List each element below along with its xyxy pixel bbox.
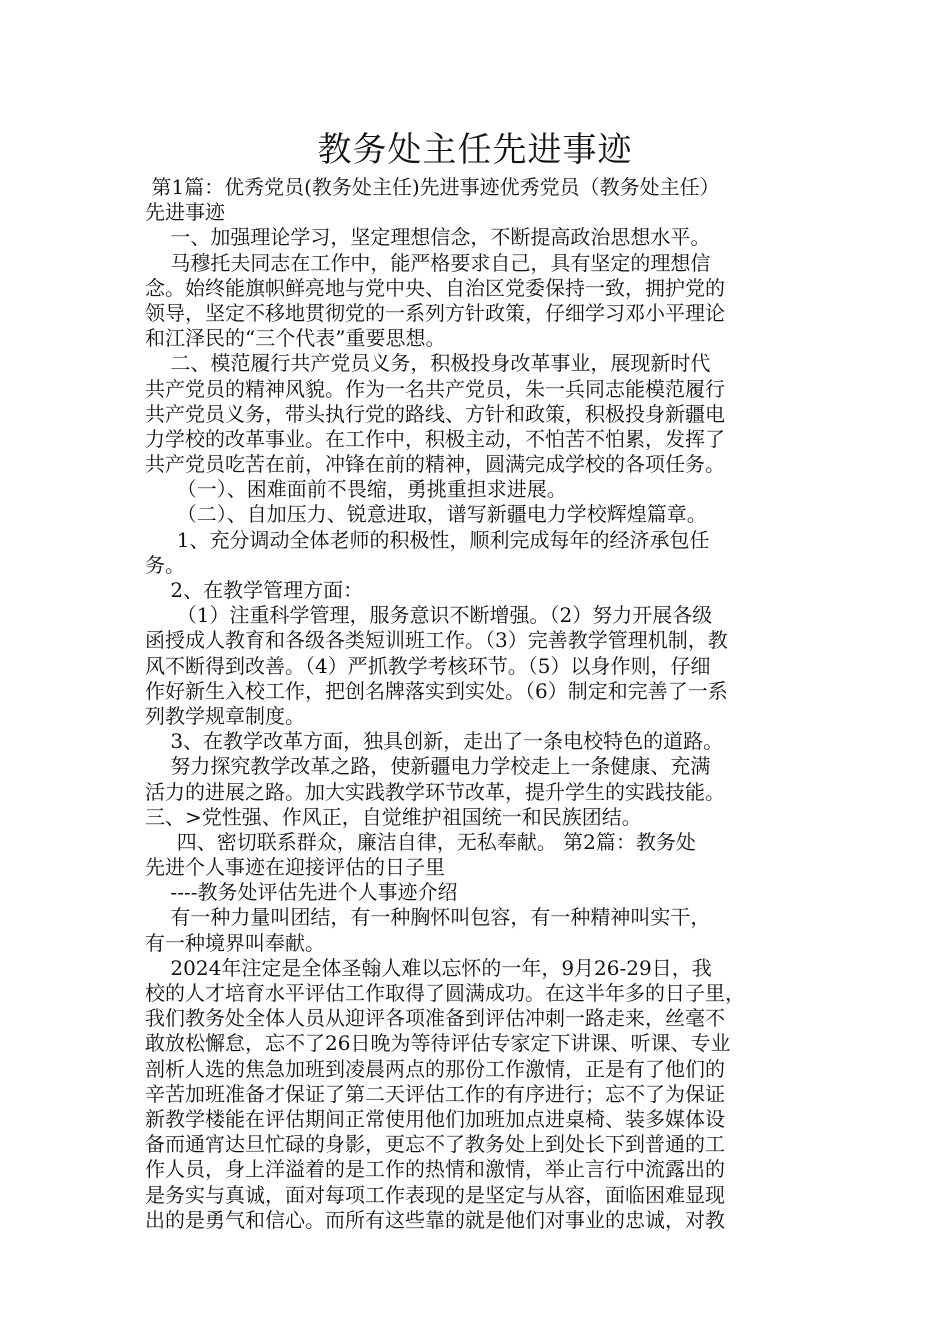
text-line: 有一种境界叫奉献。 <box>145 930 325 955</box>
document-body <box>145 175 810 1233</box>
text-line: 力学校的改革事业。在工作中，积极主动，不怕苦不怕累，发挥了 <box>145 426 725 451</box>
text-line: 备而通宵达旦忙碌的身影，更忘不了教务处上到处长下到普通的工 <box>145 1132 725 1157</box>
text-line: 努力探究教学改革之路，使新疆电力学校走上一条健康、充满 <box>145 754 711 779</box>
text-line: 共产党员义务，带头执行党的路线、方针和政策，积极投身新疆电 <box>145 401 725 426</box>
text-line: （一）、困难面前不畏缩，勇挑重担求进展。 <box>145 477 567 502</box>
document-title: 教务处主任先进事迹 <box>317 130 633 170</box>
text-line: 校的人才培育水平评估工作取得了圆满成功。在这半年多的日子里， <box>145 981 745 1005</box>
text-line: 有一种力量叫团结，有一种胸怀叫包容，有一种精神叫实干， <box>145 905 711 930</box>
text-line: 共产党员的精神风貌。作为一名共产党员，朱一兵同志能模范履行 <box>145 376 725 401</box>
text-line: 出的是勇气和信心。而所有这些靠的就是他们对事业的忠诚，对教 <box>145 1207 725 1232</box>
text-line: 念。始终能旗帜鲜亮地与党中央、自治区党委保持一致，拥护党的 <box>145 275 725 300</box>
text-line: 四、密切联系群众，廉洁自律，无私奉献。 第2篇：教务处 <box>145 829 696 854</box>
text-line: 风不断得到改善。（4）严抓教学考核环节。（5）以身作则，仔细 <box>145 653 711 678</box>
text-line: 先进事迹 <box>145 200 225 225</box>
text-line: 2024年注定是全体圣翰人难以忘怀的一年，9月26-29日，我 <box>145 955 712 980</box>
text-line: 辛苦加班准备才保证了第二天评估工作的有序进行；忘不了为保证 <box>145 1081 725 1106</box>
text-line: 剖析人选的焦急加班到凌晨两点的那份工作激情，正是有了他们的 <box>145 1056 725 1081</box>
text-line: 和江泽民的“三个代表”重要思想。 <box>145 326 446 351</box>
text-line: 新教学楼能在评估期间正常使用他们加班加点进桌椅、装多媒体设 <box>145 1106 725 1131</box>
text-line: 2、在教学管理方面： <box>145 578 364 602</box>
text-line: 一、加强理论学习，坚定理想信念，不断提高政治思想水平。 <box>145 225 711 250</box>
text-line: 作人员，身上洋溢着的是工作的热情和激情，举止言行中流露出的 <box>145 1157 725 1182</box>
text-line: ----教务处评估先进个人事迹介绍 <box>145 880 458 905</box>
text-line: （二）、自加压力、锐意进取，谱写新疆电力学校辉煌篇章。 <box>145 502 707 527</box>
text-line: （1）注重科学管理，服务意识不断增强。（2）努力开展各级 <box>145 603 713 628</box>
text-line: 3、在教学改革方面，独具创新，走出了一条电校特色的道路。 <box>145 729 724 754</box>
text-line: 敢放松懈怠，忘不了26日晚为等待评估专家定下讲课、听课、专业 <box>145 1031 731 1056</box>
text-line: 三、>党性强、作风正，自觉维护祖国统一和民族团结。 <box>145 804 642 829</box>
text-line: 二、模范履行共产党员义务，积极投身改革事业，展现新时代 <box>145 351 711 376</box>
text-line: 马穆托夫同志在工作中，能严格要求自己，具有坚定的理想信 <box>145 250 711 275</box>
text-line: 务。 <box>145 552 185 577</box>
text-line: 1、充分调动全体老师的积极性，顺利完成每年的经济承包任 <box>145 527 710 552</box>
text-line: 共产党员吃苦在前，冲锋在前的精神，圆满完成学校的各项任务。 <box>145 452 725 477</box>
text-line: 是务实与真诚，面对每项工作表现的是坚定与从容，面临困难显现 <box>145 1182 725 1207</box>
text-line: 函授成人教育和各级各类短训班工作。（3）完善教学管理机制，教 <box>145 628 728 653</box>
text-line: 第1篇：优秀党员(教务处主任)先进事迹优秀党员（教务处主任） <box>145 175 720 199</box>
text-line: 列教学规章制度。 <box>145 703 305 728</box>
text-line: 作好新生入校工作，把创名牌落实到实处。（6）制定和完善了一系 <box>145 678 728 703</box>
text-line: 领导，坚定不移地贯彻党的一系列方针政策，仔细学习邓小平理论 <box>145 300 725 325</box>
text-line: 先进个人事迹在迎接评估的日子里 <box>145 855 445 880</box>
text-line: 活力的进展之路。加大实践教学环节改革，提升学生的实践技能。 <box>145 779 725 804</box>
text-line: 我们教务处全体人员从迎评各项准备到评估冲刺一路走来，丝毫不 <box>145 1006 725 1031</box>
